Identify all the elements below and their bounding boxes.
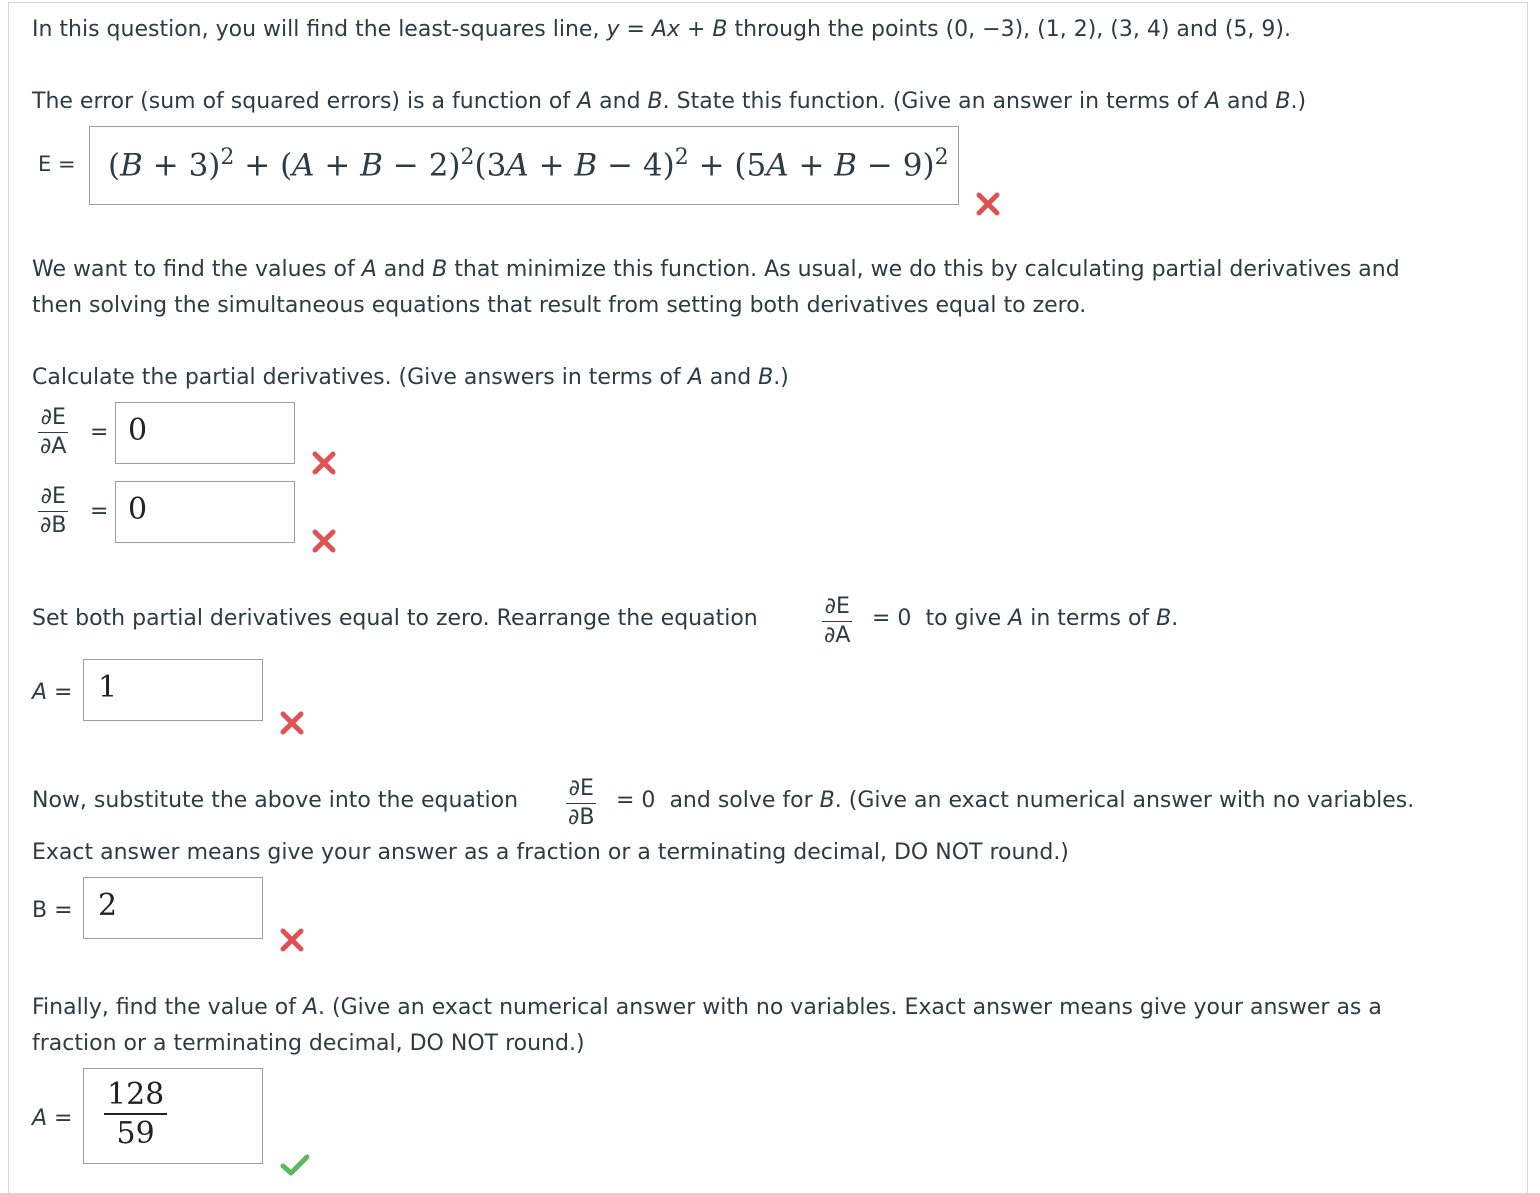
- q3-prompt-end: [872, 601, 1178, 637]
- expr-part: − 4): [597, 147, 675, 184]
- partial-fraction: [38, 404, 68, 461]
- partial-fraction: [38, 483, 68, 540]
- q1-text: The error (sum of squared errors) is a function of: [32, 89, 578, 114]
- a-final-label: [32, 1106, 72, 1131]
- expr-part: A: [506, 147, 529, 184]
- q4-prompt-end: [616, 783, 1414, 819]
- q2-text: and: [702, 365, 759, 390]
- partial-fraction: [822, 593, 852, 650]
- expr-part: +: [314, 147, 361, 184]
- var-b: B: [647, 89, 663, 114]
- equals-sign: =: [90, 420, 109, 445]
- q4-text: and solve for: [669, 788, 820, 813]
- var-b: B: [1275, 89, 1291, 114]
- expr-part: + 3): [142, 147, 221, 184]
- error-function-input[interactable]: [89, 126, 959, 205]
- intro-text: [32, 12, 1291, 48]
- numerator: ∂E: [38, 404, 68, 433]
- denominator: ∂B: [40, 513, 67, 538]
- var-a: A: [687, 365, 703, 390]
- q1-text: . State this function. (Give an answer in terms of: [662, 89, 1205, 114]
- explain-line-2: then solving the simultaneous equations that result from setting both derivatives equal to zero.: [32, 293, 1087, 318]
- expr-part: − 9): [857, 147, 935, 184]
- var-b: B: [758, 365, 774, 390]
- q3-text: .: [1171, 606, 1179, 631]
- expr-part: 2: [220, 145, 235, 170]
- q3-text: in terms of: [1023, 606, 1157, 631]
- dE-dA-value: 0: [128, 413, 148, 448]
- b-label: B =: [32, 898, 73, 923]
- numerator: ∂E: [38, 483, 68, 512]
- var-a: A: [577, 89, 593, 114]
- expr-part: +: [528, 147, 575, 184]
- numerator: ∂E: [566, 775, 596, 804]
- explain-text: and: [376, 257, 433, 282]
- explain-text: that minimize this function. As usual, we do this by calculating partial derivatives and: [447, 257, 1400, 282]
- dE-dB-input[interactable]: [115, 481, 295, 543]
- q3-prompt-start: Set both partial derivatives equal to zero. Rearrange the equation: [32, 606, 758, 631]
- expr-part: 2: [934, 145, 949, 170]
- q1-text: and: [592, 89, 648, 114]
- expr-part: A: [292, 147, 315, 184]
- dE-dA-label: [38, 404, 68, 461]
- intro-text-part: In this question, you will find the least-squares line,: [32, 17, 607, 42]
- expr-part: 2: [460, 145, 475, 170]
- a-label: [32, 680, 72, 705]
- explain-line-1: [32, 252, 1400, 288]
- q1-prompt: [32, 84, 1306, 120]
- q2-prompt: [32, 360, 789, 396]
- denominator: ∂A: [40, 434, 67, 459]
- expr-part: (3: [474, 147, 507, 184]
- incorrect-icon: [310, 527, 338, 555]
- incorrect-icon: [974, 190, 1002, 218]
- var-a: A: [361, 257, 377, 282]
- denominator: ∂A: [824, 623, 851, 648]
- q3-text: to give: [925, 606, 1009, 631]
- q2-text: .): [773, 365, 789, 390]
- intro-text-part: through the points: [727, 17, 946, 42]
- correct-icon: [280, 1152, 310, 1178]
- last-point: (5, 9): [1224, 17, 1284, 42]
- q4-prompt-start: Now, substitute the above into the equation: [32, 788, 519, 813]
- a-final-input[interactable]: [83, 1068, 263, 1164]
- e-label: E =: [38, 152, 76, 176]
- expr-part: 2: [674, 145, 689, 170]
- expr-part: A: [766, 147, 789, 184]
- line-equation: y = Ax + B: [606, 17, 728, 42]
- expr-part: − 2): [383, 147, 461, 184]
- points-list: (0, −3), (1, 2), (3, 4): [945, 17, 1170, 42]
- var-b: B: [819, 788, 835, 813]
- expr-part: +: [788, 147, 835, 184]
- b-value-input[interactable]: [83, 877, 263, 939]
- expr-part: B: [360, 147, 384, 184]
- incorrect-icon: [278, 926, 306, 954]
- expr-part: + (: [234, 147, 293, 184]
- a-final-denominator: 59: [116, 1116, 155, 1151]
- error-function-value: [108, 145, 949, 183]
- q4-text: . (Give an exact numerical answer with no variables.: [834, 788, 1415, 813]
- a-final-numerator: 128: [104, 1077, 167, 1115]
- a-in-terms-of-b-value: 1: [98, 670, 118, 705]
- explain-text: We want to find the values of: [32, 257, 362, 282]
- denominator: ∂B: [568, 805, 595, 830]
- incorrect-icon: [310, 449, 338, 477]
- q2-text: Calculate the partial derivatives. (Give answers in terms of: [32, 365, 688, 390]
- numerator: ∂E: [822, 593, 852, 622]
- a-final-label-text: A =: [32, 1106, 73, 1131]
- a-final-fraction: [104, 1077, 167, 1153]
- q5-text: . (Give an exact numerical answer with no variables. Exact answer means give your answer as a: [318, 995, 1382, 1020]
- var-b: B: [432, 257, 448, 282]
- q1-text: .): [1290, 89, 1307, 114]
- q5-text: Finally, find the value of: [32, 995, 303, 1020]
- var-a: A: [302, 995, 319, 1020]
- expr-part: + (5: [688, 147, 767, 184]
- expr-part: B: [834, 147, 858, 184]
- q4-line-2: Exact answer means give your answer as a fraction or a terminating decimal, DO NOT round.): [32, 840, 1069, 865]
- equals-sign: =: [90, 499, 109, 524]
- incorrect-icon: [278, 709, 306, 737]
- q5-line-2: fraction or a terminating decimal, DO NOT round.): [32, 1031, 585, 1056]
- expr-part: B: [574, 147, 598, 184]
- dE-dB-value: 0: [128, 492, 148, 527]
- dE-dB-inline: [566, 775, 596, 832]
- eq-zero: = 0: [616, 788, 656, 813]
- var-b: B: [1156, 606, 1172, 631]
- eq-zero: = 0: [872, 606, 912, 631]
- dE-dB-label: [38, 483, 68, 540]
- var-a: A: [1008, 606, 1024, 631]
- intro-text-part: .: [1283, 17, 1291, 42]
- dE-dA-input[interactable]: [115, 402, 295, 464]
- q1-text: and: [1220, 89, 1276, 114]
- intro-text-part: and: [1169, 17, 1225, 42]
- a-in-terms-of-b-input[interactable]: [83, 659, 263, 721]
- var-a: A: [1204, 89, 1221, 114]
- b-value: 2: [98, 888, 118, 923]
- partial-fraction: [566, 775, 596, 832]
- a-label-text: A =: [32, 680, 73, 705]
- expr-part: B: [120, 147, 143, 184]
- dE-dA-inline: [822, 593, 852, 650]
- q5-prompt: [32, 990, 1382, 1026]
- expr-part: (: [108, 147, 121, 184]
